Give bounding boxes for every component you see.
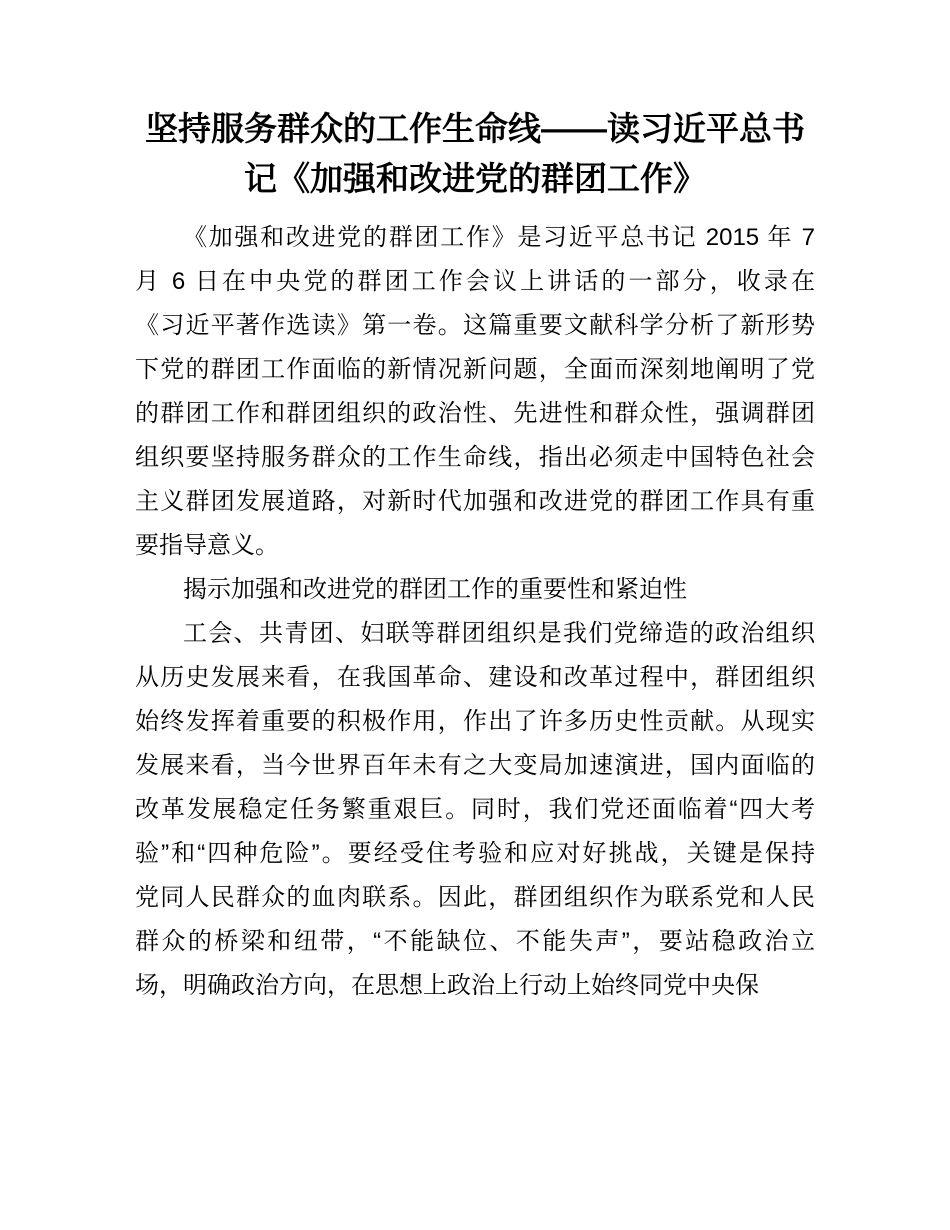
paragraph-line: 《习近平著作选读》第一卷。这篇重要文献科学分析了新形势 <box>135 312 815 339</box>
paragraph-line: 从历史发展来看，在我国革命、建设和改革过程中，群团组织 <box>135 664 815 691</box>
paragraph-line: 党同人民群众的血肉联系。因此，群团组织作为联系党和人民 <box>135 884 815 911</box>
paragraph-line: 改革发展稳定任务繁重艰巨。同时，我们党还面临着“四大考 <box>135 796 815 823</box>
paragraph-line: 月 6 日在中央党的群团工作会议上讲话的一部分，收录在 <box>135 268 815 295</box>
paragraph-line: 始终发挥着重要的积极作用，作出了许多历史性贡献。从现实 <box>135 708 815 735</box>
section-subheading <box>135 568 815 612</box>
paragraph-line: 群众的桥梁和纽带，“不能缺位、不能失声”，要站稳政治立 <box>135 928 815 955</box>
paragraph-line: 主义群团发展道路，对新时代加强和改进党的群团工作具有重 <box>135 488 815 515</box>
paragraph-line: 组织要坚持服务群众的工作生命线，指出必须走中国特色社会 <box>135 444 815 471</box>
body-paragraph <box>135 612 815 1008</box>
paragraph-line: 发展来看，当今世界百年未有之大变局加速演进，国内面临的 <box>135 752 815 779</box>
paragraph-line: 《加强和改进党的群团工作》是习近平总书记 2015 年 7 <box>183 224 815 251</box>
paragraph-line: 要指导意义。 <box>135 532 279 559</box>
document-title <box>135 104 815 204</box>
paragraph-line: 场，明确政治方向，在思想上政治上行动上始终同党中央保 <box>135 972 759 999</box>
paragraph-line: 的群团工作和群团组织的政治性、先进性和群众性，强调群团 <box>135 400 815 427</box>
paragraph-line: 下党的群团工作面临的新情况新问题，全面而深刻地阐明了党 <box>135 356 815 383</box>
title-line: 坚持服务群众的工作生命线——读习近平总书 <box>145 110 805 147</box>
paragraph-line: 工会、共青团、妇联等群团组织是我们党缔造的政治组织 <box>183 620 815 647</box>
body-paragraph <box>135 216 815 568</box>
document-body <box>135 216 815 1008</box>
paragraph-line: 验”和“四种危险”。要经受住考验和应对好挑战，关键是保持 <box>135 840 815 867</box>
title-line: 记《加强和改进党的群团工作》 <box>244 160 706 197</box>
subheading-line: 揭示加强和改进党的群团工作的重要性和紧迫性 <box>183 576 687 603</box>
